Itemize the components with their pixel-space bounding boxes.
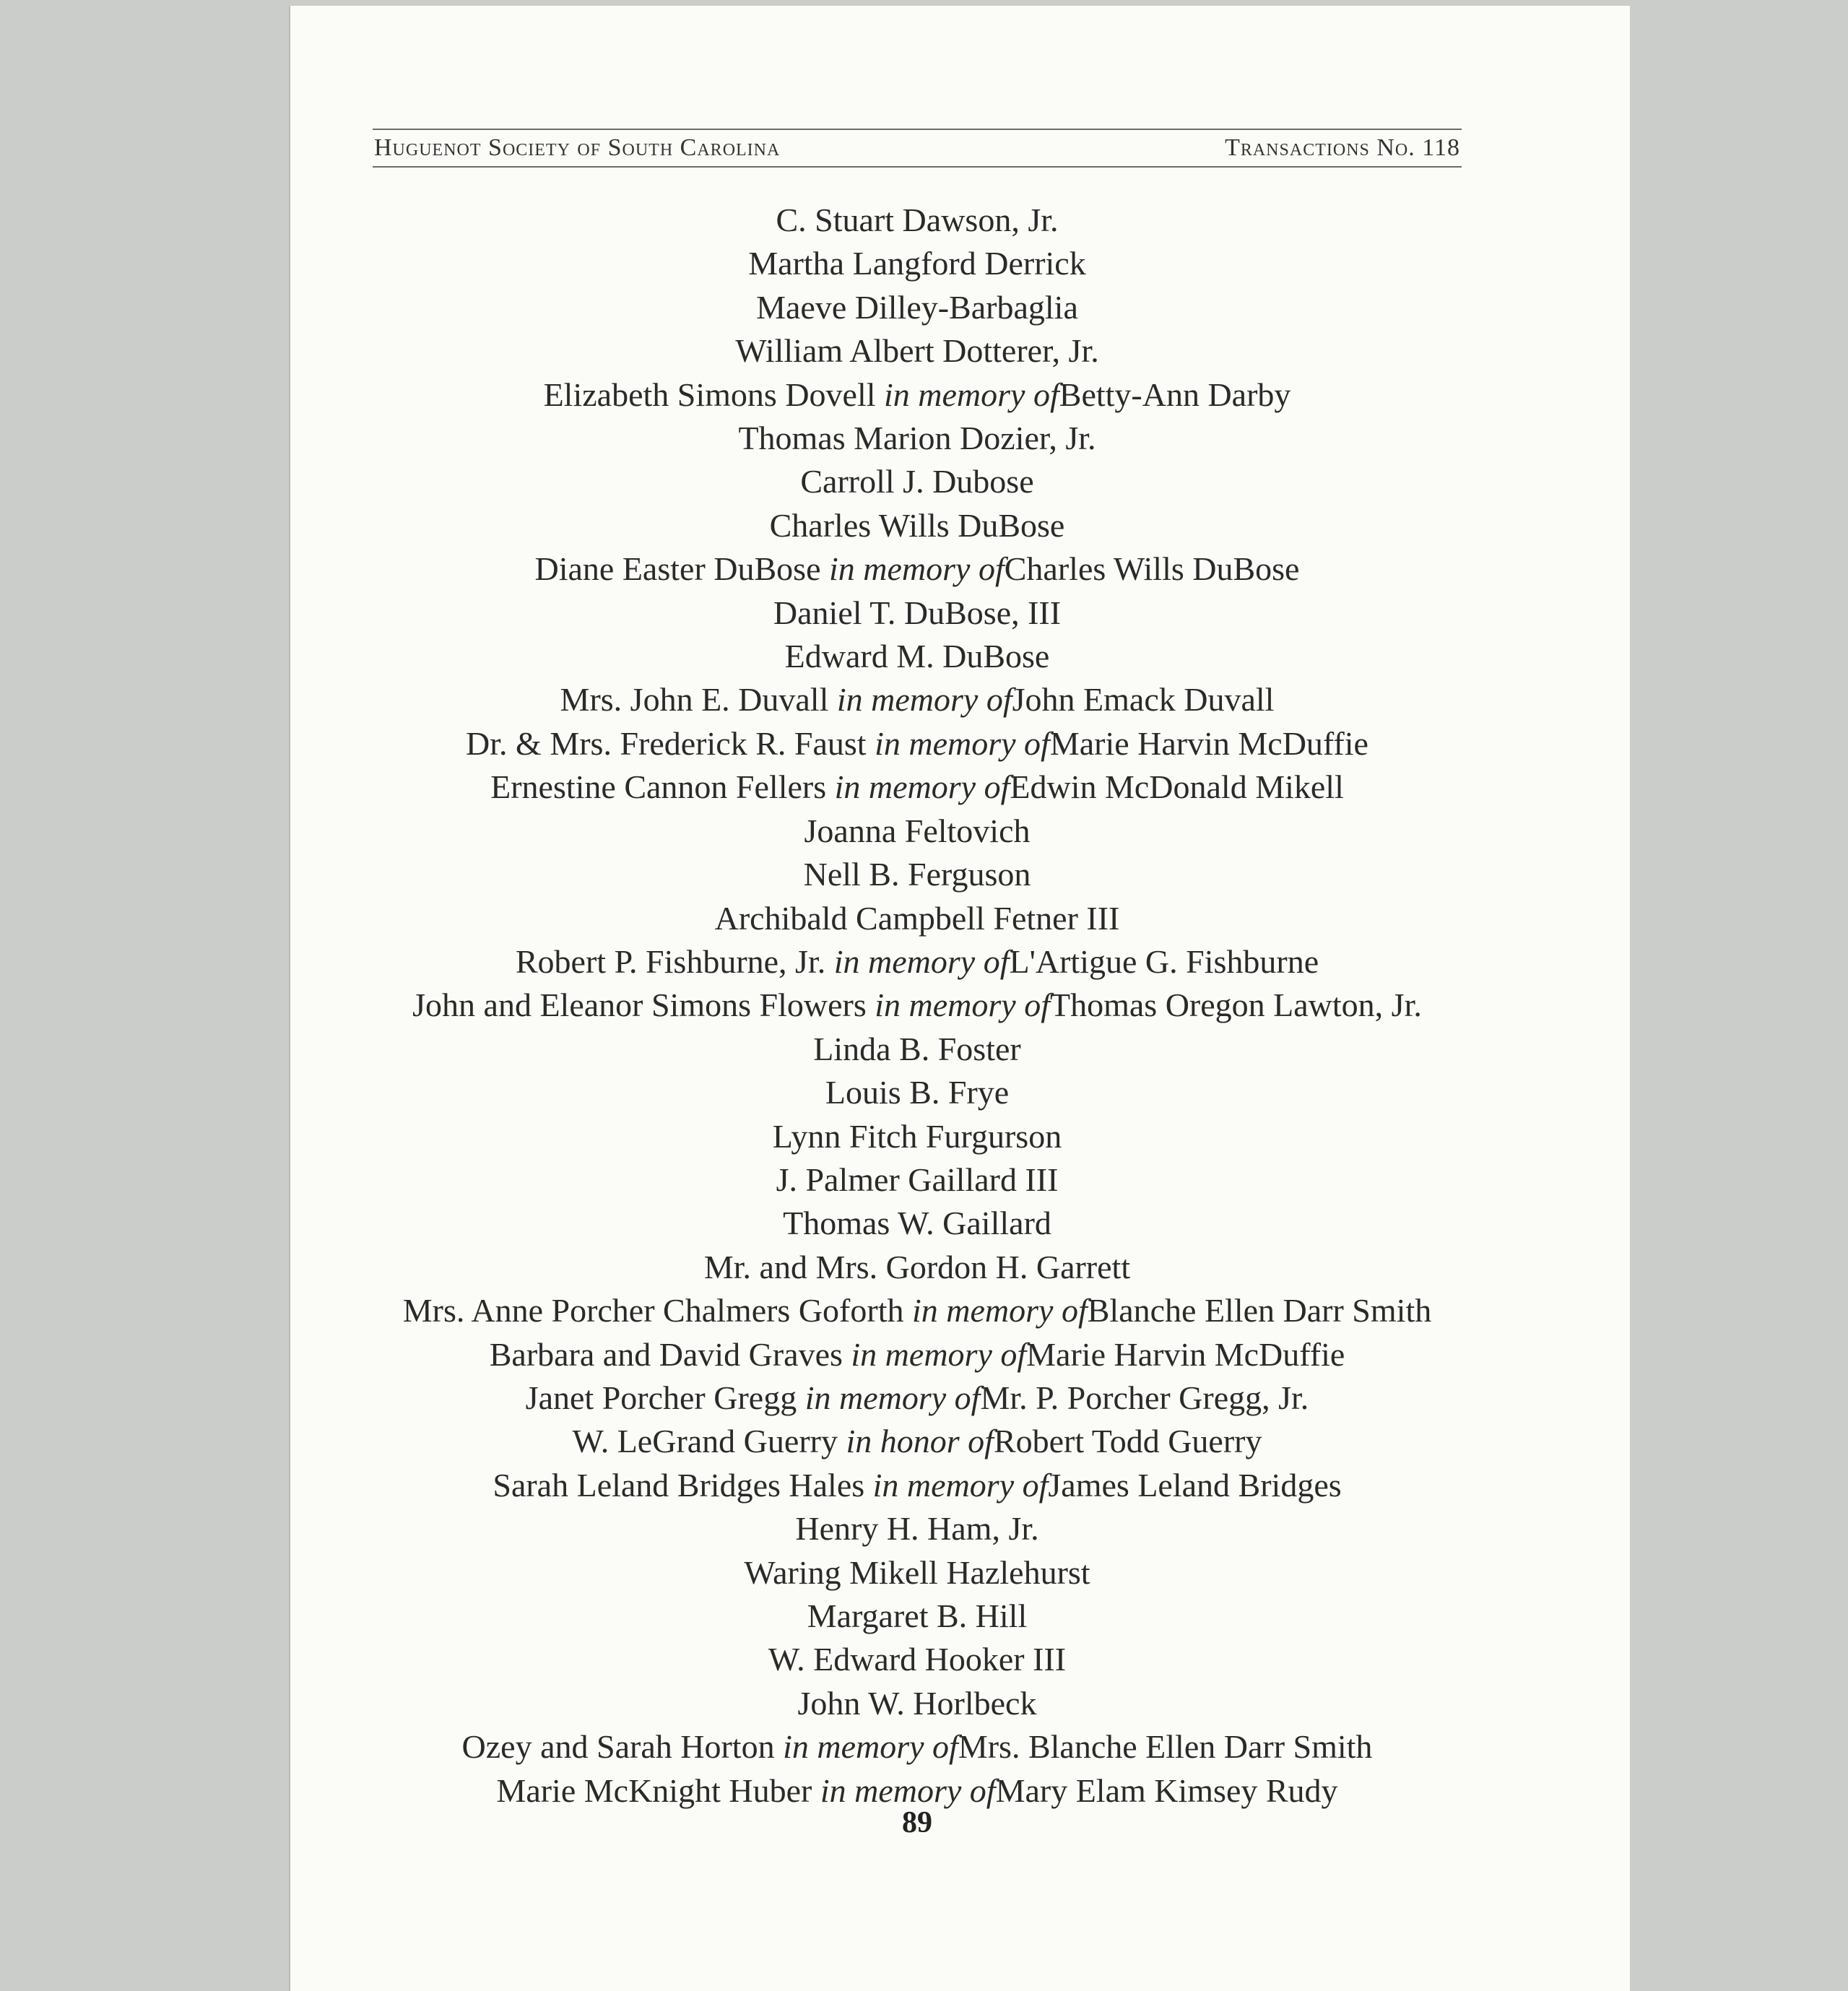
donor-name: Louis B. Frye [825,1074,1010,1111]
donor-name: Edward M. DuBose [784,638,1050,675]
tribute-phrase: in memory of [804,1379,981,1416]
donor-name: Marie McKnight Huber [496,1771,812,1809]
donor-name: W. LeGrand Guerry [572,1423,838,1460]
donor-name: Linda B. Foster [813,1030,1021,1067]
list-item [303,591,1531,635]
donor-name: Sarah Leland Bridges Hales [493,1466,865,1504]
list-item [303,810,1531,853]
list-item [303,940,1531,984]
honoree-name: L'Artigue G. Fishburne [1009,942,1319,980]
donor-name: Thomas W. Gaillard [783,1205,1051,1242]
donor-name: Waring Mikell Hazlehurst [744,1553,1090,1591]
list-item [303,417,1531,460]
list-item [303,1376,1531,1420]
list-item [303,1158,1531,1202]
tribute-phrase: in memory of [875,724,1050,762]
donor-list [303,199,1531,1813]
tribute-phrase: in memory of [872,1466,1049,1504]
donor-name: Charles Wills DuBose [769,506,1065,544]
tribute-phrase: in memory of [836,681,1012,719]
donor-name: Elizabeth Simons Dovell [543,376,876,413]
list-item [303,635,1531,678]
honoree-name: Blanche Ellen Darr Smith [1087,1292,1432,1329]
list-item [303,329,1531,373]
donor-name: William Albert Dotterer, Jr. [735,332,1099,370]
donor-name: Mr. and Mrs. Gordon H. Garrett [703,1248,1131,1285]
donor-name: Robert P. Fishburne, Jr. [515,942,826,980]
donor-name: Lynn Fitch Furgurson [772,1117,1062,1155]
donor-name: John and Eleanor Simons Flowers [412,986,867,1024]
donor-name: Janet Porcher Gregg [525,1379,797,1416]
list-item [303,1115,1531,1158]
list-item [303,373,1531,417]
list-item [303,1246,1531,1289]
donor-name: Henry H. Ham, Jr. [795,1510,1039,1548]
list-item [303,1638,1531,1681]
list-item [303,1420,1531,1463]
honoree-name: Robert Todd Guerry [993,1423,1262,1460]
list-item [303,984,1531,1027]
list-item [303,1289,1531,1332]
list-item [303,678,1531,721]
list-item [303,460,1531,503]
honoree-name: Charles Wills DuBose [1004,550,1300,588]
list-item [303,1464,1531,1507]
list-item [303,765,1531,809]
list-item [303,1595,1531,1638]
donor-name: Thomas Marion Dozier, Jr. [738,420,1096,457]
donor-name: Daniel T. DuBose, III [773,594,1062,631]
donor-name: Dr. & Mrs. Frederick R. Faust [466,724,867,762]
donor-name: Barbara and David Graves [489,1335,843,1373]
honoree-name: Thomas Oregon Lawton, Jr. [1050,986,1422,1024]
list-item [303,242,1531,285]
tribute-phrase: in memory of [875,986,1050,1024]
honoree-name: Betty-Ann Darby [1059,376,1291,413]
honoree-name: Mr. P. Porcher Gregg, Jr. [980,1379,1309,1416]
donor-name: W. Edward Hooker III [768,1641,1067,1678]
list-item [303,1725,1531,1769]
honoree-name: Mary Elam Kimsey Rudy [995,1771,1338,1809]
list-item [303,1202,1531,1245]
list-item [303,1028,1531,1071]
list-item [303,547,1531,591]
donor-name: Carroll J. Dubose [800,463,1034,500]
donor-name: Mrs. John E. Duvall [560,681,829,719]
tribute-phrase: in memory of [834,768,1010,806]
donor-name: Mrs. Anne Porcher Chalmers Goforth [402,1292,904,1329]
tribute-phrase: in memory of [851,1335,1027,1373]
tribute-phrase: in memory of [833,942,1010,980]
tribute-phrase: in memory of [884,376,1059,413]
list-item [303,853,1531,896]
list-item [303,504,1531,547]
running-head-issue: Transactions No. 118 [1225,134,1460,161]
list-item [303,199,1531,242]
donor-name: Nell B. Ferguson [803,856,1031,893]
donor-name: Maeve Dilley-Barbaglia [756,288,1078,326]
list-item [303,1333,1531,1376]
tribute-phrase: in memory of [820,1771,996,1809]
donor-name: Diane Easter DuBose [534,550,821,588]
honoree-name: Edwin McDonald Mikell [1010,768,1344,806]
running-head-title: Huguenot Society of South Carolina [374,134,781,161]
honoree-name: John Emack Duvall [1012,681,1275,719]
donor-name: Joanna Feltovich [804,812,1031,849]
donor-name: John W. Horlbeck [797,1684,1037,1722]
tribute-phrase: in honor of [846,1423,994,1460]
tribute-phrase: in memory of [911,1292,1088,1329]
list-item [303,1507,1531,1550]
donor-name: Ozey and Sarah Horton [461,1728,775,1766]
donor-name: Archibald Campbell Fetner III [714,899,1120,937]
donor-name: Martha Langford Derrick [748,245,1086,282]
donor-name: Ernestine Cannon Fellers [490,768,827,806]
tribute-phrase: in memory of [829,550,1005,588]
donor-name: Margaret B. Hill [807,1597,1028,1634]
list-item [303,1682,1531,1725]
list-item [303,1071,1531,1114]
list-item [303,1551,1531,1595]
honoree-name: James Leland Bridges [1048,1466,1342,1504]
honoree-name: Marie Harvin McDuffie [1049,724,1368,762]
donor-name: J. Palmer Gaillard III [776,1161,1059,1198]
honoree-name: Marie Harvin McDuffie [1026,1335,1345,1373]
list-item [303,286,1531,329]
page-number: 89 [902,1806,932,1839]
running-head [373,129,1462,168]
list-item [303,722,1531,765]
donor-name: C. Stuart Dawson, Jr. [776,201,1059,238]
honoree-name: Mrs. Blanche Ellen Darr Smith [958,1728,1373,1766]
tribute-phrase: in memory of [783,1728,958,1766]
list-item [303,897,1531,940]
